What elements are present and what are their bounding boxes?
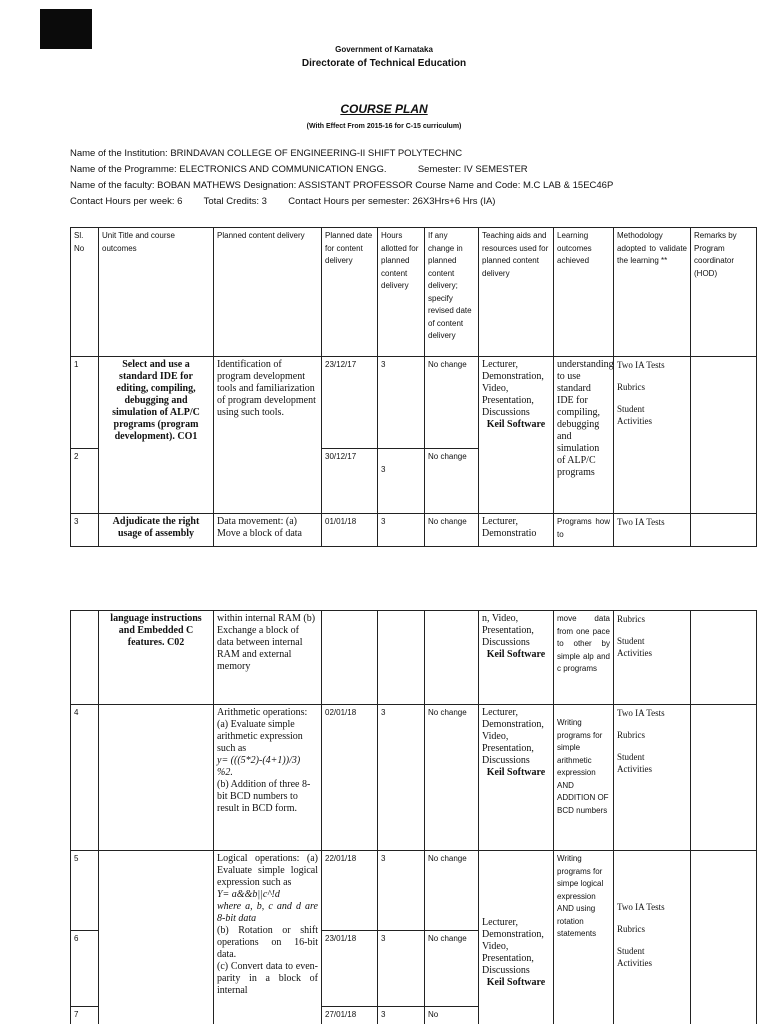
row-sl: 7 [71, 1007, 99, 1024]
col-header-method: Methodology adopted to validate the learning ** [614, 228, 691, 357]
row-sl: 3 [71, 514, 99, 547]
row-sl [71, 611, 99, 705]
aids-tool: Keil Software [486, 767, 546, 778]
row-content: Identification of program development tools and familiarization of program development using such tools. [214, 357, 322, 514]
institution-line: Name of the Institution: BRINDAVAN COLLEGE OF ENGINEERING-II SHIFT POLYTECHNC [70, 148, 463, 159]
col-header-aids: Teaching aids and resources used for planned content delivery [479, 228, 554, 357]
col-header-unit: Unit Title and course outcomes [99, 228, 214, 357]
row-unit: Adjudicate the right usage of assembly [99, 514, 214, 547]
row-method [614, 851, 691, 1024]
row-change: No change [425, 705, 479, 851]
method-ia-tests: Two IA Tests [617, 902, 665, 912]
row-remarks [691, 851, 757, 1024]
row-sl: 2 [71, 449, 99, 514]
row-hours: 3 [378, 357, 425, 449]
row-date: 30/12/17 [322, 449, 378, 514]
aids-text: n, Video, Presentation, Discussions [482, 613, 534, 648]
method-ia-tests: Two IA Tests [617, 360, 665, 370]
method-student-activities: Student Activities [617, 946, 652, 968]
row-aids [479, 357, 554, 514]
course-plan-table-part2 [70, 610, 757, 1024]
row-date: 22/01/18 [322, 851, 378, 931]
row-sl: 6 [71, 931, 99, 1007]
method-rubrics: Rubrics [617, 382, 645, 392]
aids-text: Lecturer, Demonstration, Video, Presentation, Discussions [482, 707, 544, 766]
row-sl: 4 [71, 705, 99, 851]
aids-tool: Keil Software [486, 977, 546, 988]
content-formula: y= (((5*2)-(4+1))/3) %2. [217, 755, 301, 778]
aids-text: Lecturer, Demonstration, Video, Presentation, Discussions [482, 359, 544, 418]
content-formula: Y= a&&b||c^!d [217, 889, 280, 900]
content-text-a: Logical operations: (a) Evaluate simple logical expression such as [217, 853, 318, 888]
aids-tool: Keil Software [486, 419, 546, 430]
method-rubrics: Rubrics [617, 730, 645, 740]
row-outcome: Writing programs for simpe logical expression AND using rotation statements [554, 851, 614, 1024]
row-hours: 3 [378, 851, 425, 931]
semester-text: Semester: IV SEMESTER [417, 164, 528, 175]
programme-text: Name of the Programme: ELECTRONICS AND COMMUNICATION ENGG. [70, 164, 387, 175]
table-row [71, 851, 757, 931]
row-change [425, 611, 479, 705]
table-row [71, 514, 757, 547]
table-row [71, 611, 757, 705]
col-header-remarks: Remarks by Program coordinator (HOD) [691, 228, 757, 357]
row-date: 01/01/18 [322, 514, 378, 547]
row-aids [479, 705, 554, 851]
row-aids: Lecturer, Demonstratio [479, 514, 554, 547]
table-header-row [71, 228, 757, 357]
row-outcome: Programs how to [554, 514, 614, 547]
col-header-outcomes: Learning outcomes achieved [554, 228, 614, 357]
row-change: No [425, 1007, 479, 1024]
contact-week-text: Contact Hours per week: 6 [70, 196, 183, 207]
content-text-d: (b) Rotation or shift operations on 16-bit data. [217, 925, 318, 960]
method-student-activities: Student Activities [617, 752, 652, 774]
faculty-line: Name of the faculty: BOBAN MATHEWS Designation: ASSISTANT PROFESSOR Course Name and Code: M.C LAB & 15EC46P [70, 180, 614, 191]
credits-text: Total Credits: 3 [203, 196, 267, 207]
hours-line [70, 196, 495, 207]
row-date [322, 611, 378, 705]
row-hours: 3 [378, 514, 425, 547]
course-plan-table-part1 [70, 227, 757, 547]
row-change: No change [425, 357, 479, 449]
institution-logo [40, 9, 92, 49]
row-remarks [691, 357, 757, 514]
row-remarks [691, 514, 757, 547]
method-ia-tests: Two IA Tests [617, 708, 665, 718]
aids-tool: Keil Software [486, 649, 546, 660]
row-date: 27/01/18 [322, 1007, 378, 1024]
table-row [71, 705, 757, 851]
page-subtitle: (With Effect From 2015-16 for C-15 curriculum) [306, 123, 462, 130]
content-text-c: (b) Addition of three 8-bit BCD numbers to result in BCD form. [217, 779, 311, 814]
row-hours: 3 [378, 1007, 425, 1024]
method-rubrics: Rubrics [617, 614, 645, 624]
row-remarks [691, 705, 757, 851]
row-sl: 1 [71, 357, 99, 449]
row-date: 02/01/18 [322, 705, 378, 851]
row-hours: 3 [378, 931, 425, 1007]
row-content: Data movement: (a) Move a block of data [214, 514, 322, 547]
col-header-change: If any change in planned content delivery; specify revised date of content delivery [425, 228, 479, 357]
col-header-hours: Hours allotted for planned content delivery [378, 228, 425, 357]
aids-text: Lecturer, Demonstration, Video, Presentation, Discussions [482, 917, 544, 976]
col-header-date: Planned date for content delivery [322, 228, 378, 357]
row-change: No change [425, 514, 479, 547]
page-title: COURSE PLAN [340, 102, 428, 116]
row-hours: 3 [378, 705, 425, 851]
row-unit [99, 705, 214, 851]
contact-sem-text: Contact Hours per semester: 26X3Hrs+6 Hrs (IA) [288, 196, 496, 207]
method-student-activities: Student Activities [617, 636, 652, 658]
row-content: within internal RAM (b) Exchange a block of data between internal RAM and external memory [214, 611, 322, 705]
col-header-content: Planned content delivery [214, 228, 322, 357]
gov-heading: Government of Karnataka [335, 45, 433, 54]
programme-line [70, 164, 528, 175]
row-aids [479, 851, 554, 1024]
dept-heading: Directorate of Technical Education [301, 58, 467, 69]
row-outcome: Writing programs for simple arithmetic expression AND ADDITION OF BCD numbers [554, 705, 614, 851]
col-header-sl: Sl. No [71, 228, 99, 357]
method-rubrics: Rubrics [617, 924, 645, 934]
row-unit [99, 851, 214, 1024]
row-change: No change [425, 931, 479, 1007]
content-text-a: Arithmetic operations: (a) Evaluate simple arithmetic expression such as [217, 707, 308, 754]
row-remarks [691, 611, 757, 705]
row-date: 23/12/17 [322, 357, 378, 449]
row-unit: Select and use a standard IDE for editing, compiling, debugging and simulation of ALP/C programs (program development). CO1 [99, 357, 214, 514]
row-outcome: move data from one pace to other by simple alp and c programs [554, 611, 614, 705]
row-content [214, 705, 322, 851]
row-aids [479, 611, 554, 705]
row-date: 23/01/18 [322, 931, 378, 1007]
row-hours [378, 611, 425, 705]
content-text-e: (c) Convert data to even-parity in a block of internal [217, 961, 318, 996]
row-change: No change [425, 851, 479, 931]
row-hours: 3 [378, 449, 425, 514]
row-method [614, 705, 691, 851]
row-change: No change [425, 449, 479, 514]
row-sl: 5 [71, 851, 99, 931]
row-content [214, 851, 322, 1024]
row-method [614, 611, 691, 705]
row-outcome: understanding to use standard IDE for compiling, debugging and simulation of ALP/C programs [554, 357, 614, 514]
table-row [71, 357, 757, 449]
row-unit: language instructions and Embedded C features. C02 [99, 611, 214, 705]
content-text-c: where a, b, c and d are 8-bit data [217, 901, 318, 924]
method-student-activities: Student Activities [617, 404, 652, 426]
row-method: Two IA Tests [614, 514, 691, 547]
row-method [614, 357, 691, 514]
